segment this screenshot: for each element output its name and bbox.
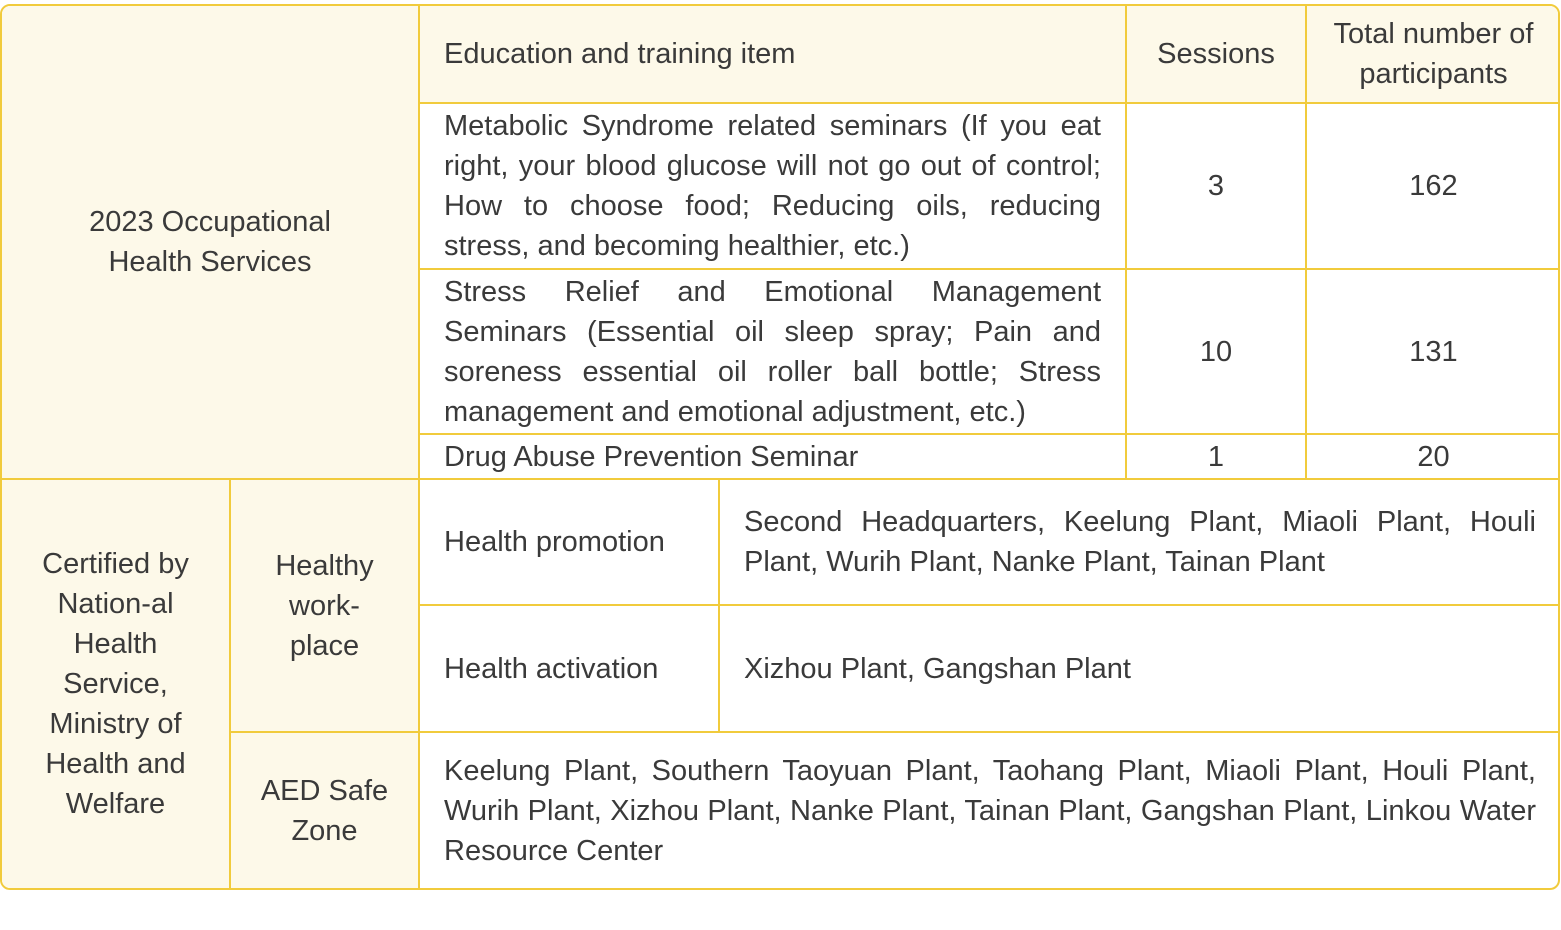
header-sessions-cell [1127, 6, 1305, 102]
healthy-workplace-label-cell [231, 480, 418, 731]
health-promotion-label: Health promotion [444, 526, 665, 558]
divider [420, 102, 1560, 104]
row-3-participants: 20 [1417, 440, 1450, 473]
health-activation-plants: Xizhou Plant, Gangshan Plant [744, 652, 1131, 685]
header-item: Education and training item [444, 38, 796, 70]
occupational-health-label: 2023 Occupational Health Services [89, 206, 331, 278]
table-row-2-participants-cell [1307, 270, 1560, 433]
row-3-sessions: 1 [1207, 440, 1225, 473]
divider [231, 731, 1560, 733]
divider [420, 433, 1560, 435]
divider [229, 478, 231, 888]
row-1-participants: 162 [1409, 170, 1458, 202]
row-3-item: Drug Abuse Prevention Seminar [444, 440, 859, 473]
divider [2, 478, 1560, 480]
row-1-sessions: 3 [1207, 170, 1225, 202]
aed-label-cell [231, 733, 418, 888]
divider [1125, 6, 1127, 478]
health-activation-label: Health activation [444, 652, 659, 685]
table-row-2-sessions-cell [1127, 270, 1305, 433]
table-row-2-item-cell [420, 270, 1125, 433]
health-promotion-label-cell [420, 480, 718, 604]
table-row-3-participants-cell [1307, 435, 1560, 478]
row-2-sessions: 10 [1199, 335, 1233, 368]
occupational-health-label-cell [2, 6, 418, 478]
divider [420, 268, 1560, 270]
healthy-workplace-label: Healthy work-place [275, 549, 374, 662]
divider [1305, 6, 1307, 478]
table-row-1-participants-cell [1307, 104, 1560, 268]
header-sessions: Sessions [1157, 38, 1275, 70]
header-participants: Total number of participants [1333, 18, 1534, 90]
health-services-table [0, 4, 1560, 890]
row-1-item: Metabolic Syndrome related seminars (If you eat right, your blood glucose will not go out of control; How to choose food; Reducing oils, reducing stress, and becoming healthier, etc.) [444, 110, 1101, 262]
health-activation-label-cell [420, 606, 718, 731]
health-promotion-plants: Second Headquarters, Keelung Plant, Miaoli Plant, Houli Plant, Wurih Plant, Nanke Plant, Tainan Plant [744, 506, 1536, 578]
aed-plants-cell [420, 733, 1560, 888]
table-row-1-item-cell [420, 104, 1125, 268]
header-item-cell [420, 6, 1125, 102]
aed-label: AED Safe Zone [260, 774, 389, 847]
header-participants-cell [1307, 6, 1560, 102]
health-promotion-plants-cell [720, 480, 1560, 604]
certified-label: Certified by Nation-al Health Service, Ministry of Health and Welfare [42, 548, 189, 820]
certified-label-cell [2, 480, 229, 888]
table-row-1-sessions-cell [1127, 104, 1305, 268]
health-activation-plants-cell [720, 606, 1560, 731]
aed-plants: Keelung Plant, Southern Taoyuan Plant, Taohang Plant, Miaoli Plant, Houli Plant, Wurih Plant, Xizhou Plant, Nanke Plant, Tainan Plant, Gangshan Plant, Linkou Water Resource Center [444, 754, 1536, 867]
table-row-3-item-cell [420, 435, 1125, 478]
row-2-participants: 131 [1409, 335, 1458, 368]
table-row-3-sessions-cell [1127, 435, 1305, 478]
divider [418, 6, 420, 888]
row-2-item: Stress Relief and Emotional Management Seminars (Essential oil sleep spray; Pain and soreness essential oil roller ball bottle; Stress management and emotional adjustment, etc.) [444, 275, 1101, 428]
divider [420, 604, 1560, 606]
